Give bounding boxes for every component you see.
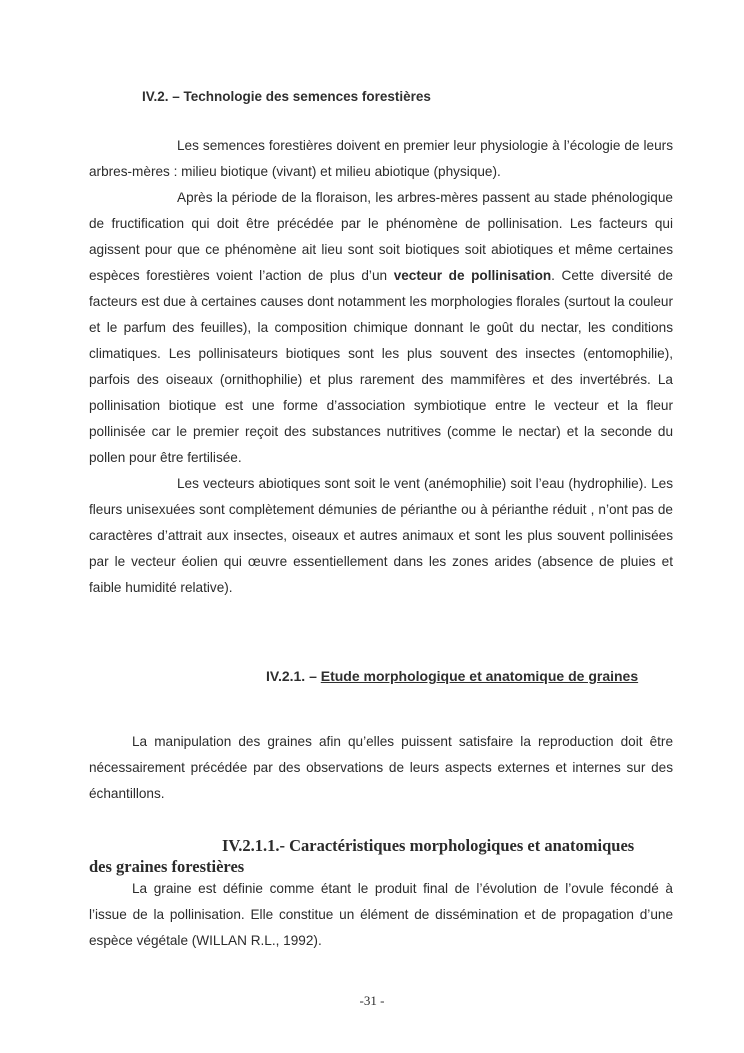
paragraph-pollination-part1: Après la période de la floraison, les arbres-mères passent au stade phénologique de fructification qui doit être précédée par le phénomène de pollinisation. Les facteurs qui agissent pour que ce phénomène ait lieu sont soit biotiques soit abiotiques et même certaines espèces forestières voient l’action de plus d’un	[89, 190, 673, 283]
page-number: -31 -	[359, 993, 385, 1008]
subsection-heading	[266, 666, 673, 686]
section-heading: IV.2. – Technologie des semences forestières	[142, 89, 431, 104]
subsection-number: IV.2.1. –	[266, 668, 321, 684]
paragraph-seed-definition: La graine est définie comme étant le produit final de l’évolution de l’ovule fécondé à l’issue de la pollinisation. Elle constitue un élément de dissémination et de propagation d’une espèce végétale (WILLAN R.L., 1992).	[89, 881, 673, 948]
intro-text-block	[89, 133, 673, 601]
paragraph-abiotic-vectors: Les vecteurs abiotiques sont soit le vent (anémophilie) soit l’eau (hydrophilie). Les fleurs unisexuées sont complètement démunies de périanthe ou à périanthe réduit , n’ont pas de caractères d’attrait aux insectes, oiseaux et autres animaux et sont les plus souvent pollinisées par le vecteur éolien qui œuvre essentiellement dans les zones arides (absence de pluies et faible humidité relative).	[89, 476, 673, 595]
subsubsection-text-block	[89, 876, 673, 954]
paragraph-pollination	[89, 185, 673, 471]
subsubsection-heading	[89, 835, 673, 877]
paragraph-pollination-part2: . Cette diversité de facteurs est due à certaines causes dont notamment les morphologies florales (surtout la couleur et le parfum des feuilles), la composition chimique donnant le goût du nectar, les conditions climatiques. Les pollinisateurs biotiques sont les plus souvent des insectes (entomophilie), parfois des oiseaux (ornithophilie) et plus rarement des mammifères et des invertébrés. La pollinisation biotique est une forme d’association symbiotique entre le vecteur et la fleur pollinisée car le premier reçoit des substances nutritives (comme le nectar) et la seconde du pollen pour être fertilisée.	[89, 268, 673, 465]
subsubsection-heading-line2: des graines forestières	[89, 857, 245, 876]
subsubsection-heading-line1: IV.2.1.1.- Caractéristiques morphologiques et anatomiques	[222, 836, 635, 855]
paragraph-seed-handling: La manipulation des graines afin qu’elles puissent satisfaire la reproduction doit être nécessairement précédée par des observations de leurs aspects externes et internes sur des échantillons.	[89, 734, 673, 801]
subsection-title: Etude morphologique et anatomique de graines	[320, 668, 639, 684]
term-pollination-vector: vecteur de pollinisation	[393, 268, 552, 283]
paragraph-seed-physiology: Les semences forestières doivent en premier leur physiologie à l’écologie de leurs arbres-mères : milieu biotique (vivant) et milieu abiotique (physique).	[89, 138, 673, 179]
subsection-text-block	[89, 729, 673, 807]
